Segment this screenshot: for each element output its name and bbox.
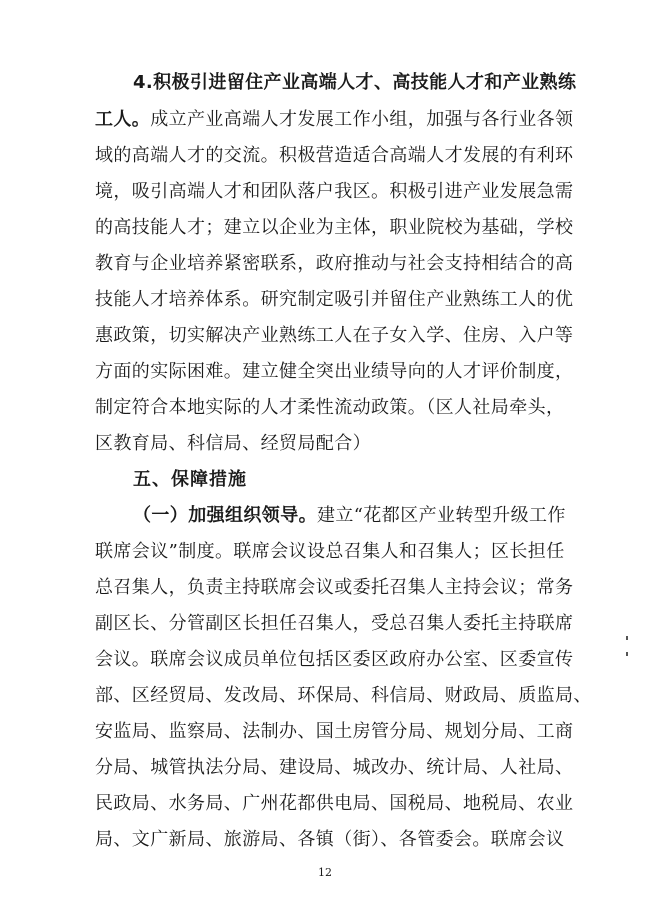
item4-title-lead: 4.积极引进留住产业高端人才、高技能人才和产业熟练 (133, 72, 577, 93)
item-one-body-line-5: 部、区经贸局、发改局、环保局、科信局、财政局、质监局、 (95, 685, 592, 706)
section-heading: 五、保障措施 (133, 469, 247, 490)
item4-body-line-4: 的高技能人才；建立以企业为主体，职业院校为基础，学校 (95, 217, 574, 238)
scan-speck (626, 652, 628, 656)
item4-body-line-9: 制定符合本地实际的人才柔性流动政策。（区人社局牵头， (95, 397, 565, 418)
item-one-body-line-9: 局、文广新局、旅游局、各镇（街）、各管委会。联席会议 (95, 829, 565, 850)
item4-body-line-7: 惠政策，切实解决产业熟练工人在子女入学、住房、入户等 (95, 325, 574, 346)
item-one-body-line-8: 民政局、水务局、广州花都供电局、国税局、地税局、农业 (95, 793, 574, 814)
item-one-body-line-7: 分局、城管执法分局、建设局、城改办、统计局、人社局、 (95, 757, 574, 778)
item4-body-line-5: 教育与企业培养紧密联系，政府推动与社会支持相结合的高 (95, 253, 574, 274)
item4-body-line-6: 技能人才培养体系。研究制定吸引并留住产业熟练工人的优 (95, 289, 574, 310)
item4-title-tail: 工人。 (95, 109, 151, 130)
item-one-first-line (133, 501, 566, 531)
item-one-body-line-3: 副区长、分管副区长担任召集人，受总召集人委托主持联席 (95, 613, 574, 634)
item-one-body-line-2: 总召集人，负责主持联席会议或委托召集人主持会议；常务 (95, 577, 574, 598)
item4-body-line-2: 域的高端人才的交流。积极营造适合高端人才发展的有利环 (95, 145, 574, 166)
item-one-first-tail: 建立“花都区产业转型升级工作 (317, 505, 566, 526)
scan-speck (626, 636, 628, 640)
item-one-body-line-6: 安监局、监察局、法制办、国土房管分局、规划分局、工商 (95, 721, 574, 742)
item4-body-line-8: 方面的实际困难。建立健全突出业绩导向的人才评价制度， (95, 361, 574, 382)
page-number: 12 (318, 866, 332, 879)
item4-line-2 (95, 105, 574, 135)
item4-body-line-10: 区教育局、科信局、经贸局配合） (95, 433, 371, 454)
item-one-body-line-1: 联席会议”制度。联席会议设总召集人和召集人；区长担任 (95, 541, 565, 562)
item-one-title: （一）加强组织领导。 (133, 505, 317, 526)
item-one-body-line-4: 会议。联席会议成员单位包括区委区政府办公室、区委宣传 (95, 649, 574, 670)
item4-title-line (133, 68, 577, 98)
item4-body-line-3: 境，吸引高端人才和团队落户我区。积极引进产业发展急需 (95, 181, 574, 202)
item4-body-line-1: 成立产业高端人才发展工作小组，加强与各行业各领 (150, 109, 574, 130)
